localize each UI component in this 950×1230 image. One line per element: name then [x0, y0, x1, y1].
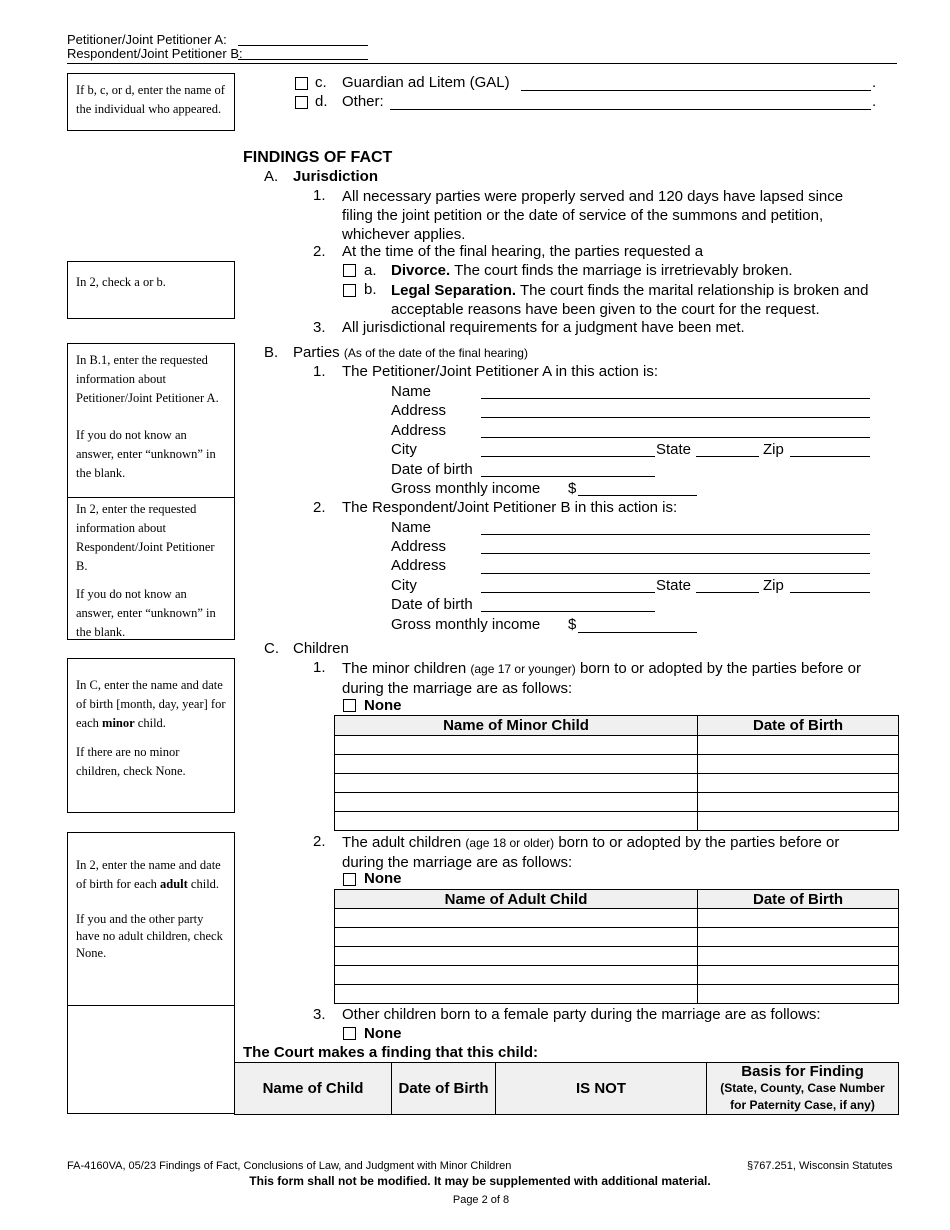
jurisdiction-item-3: All jurisdictional requirements for a judgment have been met. [342, 319, 745, 336]
respondent-heading: The Respondent/Joint Petitioner B in this action is: [342, 499, 678, 516]
page-number: Page 2 of 8 [452, 1194, 510, 1206]
minor-none-checkbox[interactable] [343, 699, 356, 712]
instruction-text: If there are no minor children, check None. [76, 745, 186, 778]
other-checkbox[interactable] [295, 96, 308, 109]
court-finding-label: The Court makes a finding that this child: [243, 1044, 539, 1061]
none-label: None [364, 697, 402, 714]
minor-children-heading: The minor children (age 17 or younger) born to or adopted by the parties before or during the marriage are as follows: [342, 660, 861, 697]
instruction-text: In 2, check a or b. [76, 275, 166, 289]
none-label: None [364, 1025, 402, 1042]
dollar-sign: $ [568, 480, 577, 497]
petitioner-address2-input[interactable] [481, 437, 870, 438]
respondent-income-input[interactable] [578, 632, 697, 633]
period: . [872, 74, 877, 91]
statute-reference: §767.251, Wisconsin Statutes [747, 1160, 893, 1172]
column-header: Name of Adult Child [335, 890, 698, 909]
field-label: City [391, 441, 417, 458]
divorce-checkbox[interactable] [343, 264, 356, 277]
respondent-name-input[interactable] [481, 534, 870, 535]
section-a-title: Jurisdiction [293, 168, 379, 185]
adult-none-checkbox[interactable] [343, 873, 356, 886]
instruction-text: In B.1, enter the requested information about Petitioner/Joint Petitioner A. [76, 353, 219, 405]
instruction-box-respondent [67, 497, 235, 640]
respondent-city-input[interactable] [481, 592, 655, 593]
petitioner-dob-input[interactable] [481, 476, 655, 477]
respondent-dob-input[interactable] [481, 611, 655, 612]
petitioner-city-input[interactable] [481, 456, 655, 457]
header-divider [67, 63, 897, 64]
field-label: Address [391, 422, 447, 439]
field-label: Date of birth [391, 596, 473, 613]
gal-name-field[interactable] [521, 90, 871, 91]
column-header: Name of Minor Child [335, 716, 698, 736]
respondent-address-input[interactable] [481, 553, 870, 554]
instruction-box-minor-children [67, 658, 235, 813]
field-label: Gross monthly income [391, 480, 541, 497]
field-label: Address [391, 402, 447, 419]
petitioner-address-input[interactable] [481, 417, 870, 418]
section-b-letter: B. [264, 344, 279, 361]
instruction-text: If b, c, or d, enter the name of the individual who appeared. [76, 83, 225, 116]
column-header: Date of Birth [698, 716, 899, 736]
field-label: Name [391, 383, 432, 400]
field-label: Gross monthly income [391, 616, 541, 633]
other-label: Other: [342, 93, 384, 110]
item-number: 3. [313, 319, 326, 336]
form-id: FA-4160VA, 05/23 Findings of Fact, Conclusions of Law, and Judgment with Minor Children [67, 1160, 512, 1172]
gal-label: Guardian ad Litem (GAL) [342, 74, 510, 91]
table-row[interactable] [335, 736, 899, 755]
petitioner-name-input[interactable] [481, 398, 870, 399]
petitioner-state-input[interactable] [696, 456, 759, 457]
instruction-box-petitioner [67, 343, 235, 498]
instruction-box-adult-children [67, 832, 235, 1006]
field-label: Zip [763, 577, 784, 594]
item-number: 1. [313, 363, 326, 380]
gal-letter: c. [315, 74, 327, 91]
item-number: 3. [313, 1006, 326, 1023]
petitioner-name-field[interactable] [238, 45, 368, 46]
table-row[interactable] [335, 928, 899, 947]
respondent-label: Respondent/Joint Petitioner B: [67, 46, 243, 61]
instruction-text: If you and the other party have no adult children, check None. [76, 912, 223, 960]
respondent-address2-input[interactable] [481, 573, 870, 574]
adult-children-table [334, 889, 899, 1004]
instruction-text: If you do not know an answer, enter “unknown” in the blank. [76, 428, 216, 480]
field-label: City [391, 577, 417, 594]
other-children-table [234, 1062, 899, 1115]
findings-title: FINDINGS OF FACT [243, 149, 393, 166]
jurisdiction-item-2: At the time of the final hearing, the parties requested a [342, 243, 704, 260]
column-header: Date of Birth [698, 890, 899, 909]
instruction-box-appearance [67, 73, 235, 131]
period: . [872, 93, 877, 110]
section-a-letter: A. [264, 168, 279, 185]
table-row[interactable] [335, 966, 899, 985]
instruction-box-empty [67, 1005, 235, 1114]
instruction-text: In 2, enter the requested information about Respondent/Joint Petitioner B. [76, 502, 215, 573]
legal-separation-option: Legal Separation. The court finds the marital relationship is broken and acceptable reasons have been given to the court for the request. [391, 282, 869, 318]
none-label: None [364, 870, 402, 887]
section-b-title: Parties (As of the date of the final hearing) [293, 344, 528, 361]
petitioner-zip-input[interactable] [790, 456, 870, 457]
item-number: 1. [313, 187, 326, 204]
other-children-heading: Other children born to a female party during the marriage are as follows: [342, 1006, 821, 1023]
gal-checkbox[interactable] [295, 77, 308, 90]
table-row[interactable] [335, 755, 899, 774]
section-c-letter: C. [264, 640, 279, 657]
item-number: 2. [313, 243, 326, 260]
jurisdiction-item-1: All necessary parties were properly served and 120 days have lapsed since filing the joint petition or the date of service of the summons and petition, whichever applies. [342, 188, 844, 243]
respondent-name-field[interactable] [238, 59, 368, 60]
instruction-text: If you do not know an answer, enter “unknown” in the blank. [76, 587, 216, 639]
option-letter: b. [364, 281, 377, 298]
table-row[interactable] [335, 774, 899, 793]
field-label: State [656, 441, 692, 458]
petitioner-label: Petitioner/Joint Petitioner A: [67, 32, 227, 47]
field-label: Date of birth [391, 461, 473, 478]
column-header: Date of Birth [392, 1063, 496, 1115]
field-label: Address [391, 538, 447, 555]
table-row[interactable] [335, 985, 899, 1004]
item-number: 2. [313, 833, 326, 850]
instruction-text: In 2, enter the name and date of birth for each adult child. [76, 858, 221, 891]
form-notice: This form shall not be modified. It may be supplemented with additional material. [249, 1174, 711, 1188]
item-number: 1. [313, 659, 326, 676]
petitioner-income-input[interactable] [578, 495, 697, 496]
field-label: Address [391, 557, 447, 574]
table-row[interactable] [335, 909, 899, 928]
other-name-field[interactable] [390, 109, 871, 110]
dollar-sign: $ [568, 616, 577, 633]
column-header: Basis for Finding (State, County, Case Number for Paternity Case, if any) [707, 1063, 899, 1115]
column-header: IS NOT [496, 1063, 707, 1115]
instruction-box-jurisdiction [67, 261, 235, 319]
table-row[interactable] [335, 812, 899, 831]
adult-children-heading: The adult children (age 18 or older) born to or adopted by the parties before or during the marriage are as follows: [342, 834, 840, 871]
option-letter: a. [364, 262, 377, 279]
section-c-title: Children [293, 640, 349, 657]
minor-children-table [334, 715, 899, 831]
field-label: Name [391, 519, 432, 536]
item-number: 2. [313, 499, 326, 516]
field-label: State [656, 577, 692, 594]
respondent-state-input[interactable] [696, 592, 759, 593]
petitioner-heading: The Petitioner/Joint Petitioner A in this action is: [342, 363, 659, 380]
other-letter: d. [315, 93, 328, 110]
column-header: Name of Child [235, 1063, 392, 1115]
legal-separation-checkbox[interactable] [343, 284, 356, 297]
respondent-zip-input[interactable] [790, 592, 870, 593]
table-row[interactable] [335, 793, 899, 812]
instruction-text: In C, enter the name and date of birth [month, day, year] for each minor child. [76, 678, 226, 730]
divorce-option: Divorce. The court finds the marriage is irretrievably broken. [391, 262, 793, 279]
other-none-checkbox[interactable] [343, 1027, 356, 1040]
table-row[interactable] [335, 947, 899, 966]
field-label: Zip [763, 441, 784, 458]
